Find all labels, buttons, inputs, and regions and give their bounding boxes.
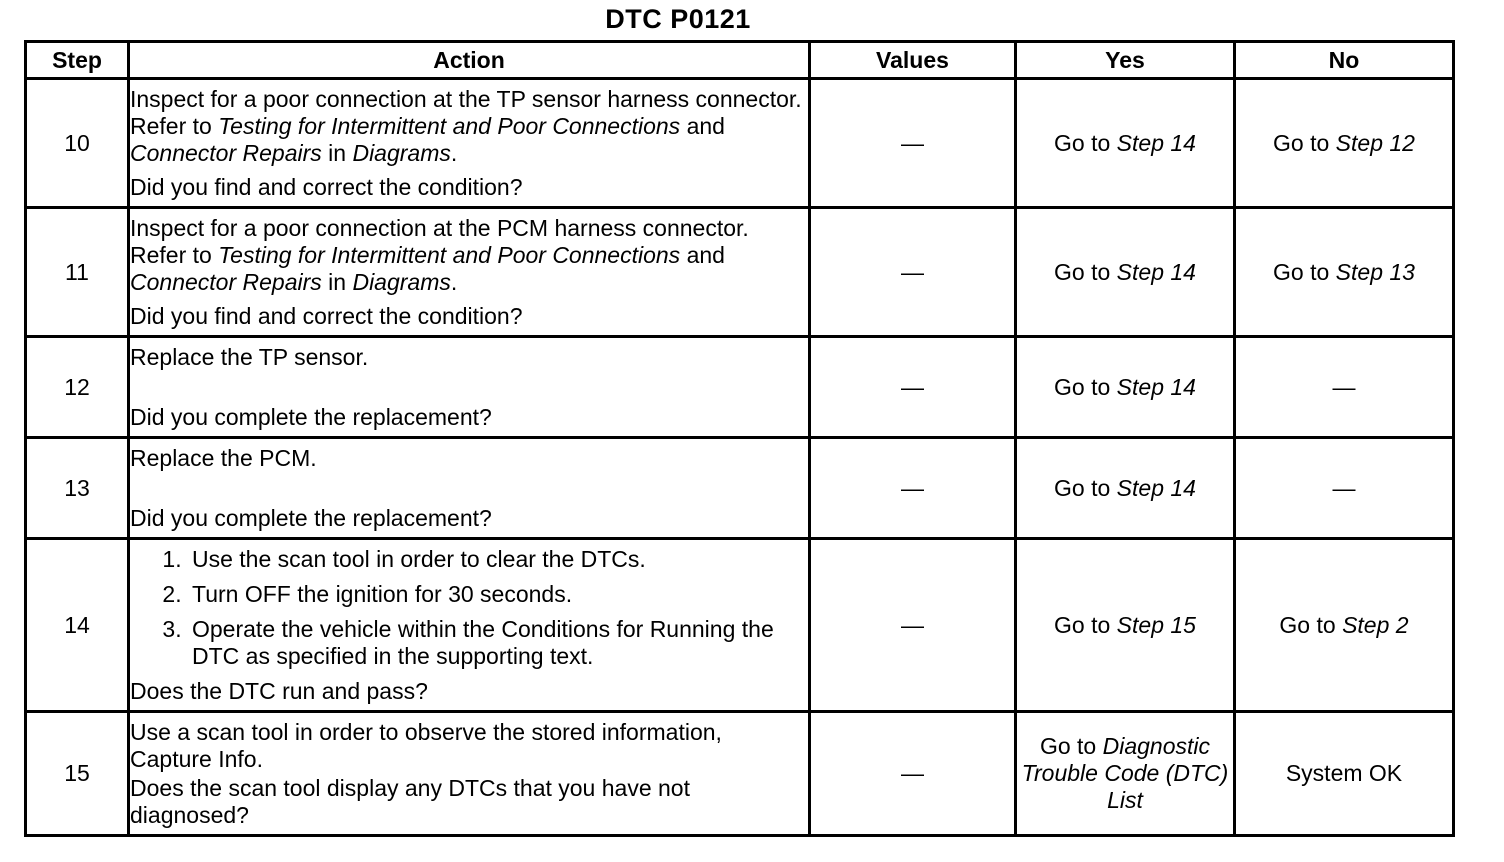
diagnostic-table	[24, 40, 1455, 837]
procedure-list	[130, 546, 808, 676]
header-no: No	[1235, 42, 1454, 79]
yes-cell: Go to Step 14	[1016, 208, 1235, 337]
yes-cell: Go to Step 14	[1016, 79, 1235, 208]
no-cell: —	[1235, 337, 1454, 438]
action-question: Did you find and correct the condition?	[130, 302, 523, 329]
step-number: 14	[26, 539, 129, 712]
header-row	[26, 42, 1454, 79]
no-cell: —	[1235, 438, 1454, 539]
action-text: Replace the PCM.	[130, 444, 317, 471]
action-question: Does the DTC run and pass?	[130, 677, 428, 704]
list-item: 3. Operate the vehicle within the Conditions for Running the DTC as specified in the supporting text.	[188, 616, 808, 670]
yes-step-link[interactable]: Step 14	[1116, 373, 1196, 400]
table-row	[26, 208, 1454, 337]
values-cell: —	[810, 712, 1016, 836]
table-row	[26, 79, 1454, 208]
values-cell: —	[810, 79, 1016, 208]
header-action: Action	[129, 42, 810, 79]
no-cell: Go to Step 12	[1235, 79, 1454, 208]
step-number: 15	[26, 712, 129, 836]
yes-cell: Go to Diagnostic Trouble Code (DTC) List	[1016, 712, 1235, 836]
yes-cell: Go to Step 14	[1016, 438, 1235, 539]
list-item: 1. Use the scan tool in order to clear the DTCs.	[188, 546, 808, 573]
step-number: 12	[26, 337, 129, 438]
values-cell: —	[810, 337, 1016, 438]
action-cell	[129, 539, 810, 712]
action-cell	[129, 79, 810, 208]
action-question: Does the scan tool display any DTCs that you have not diagnosed?	[130, 774, 690, 828]
no-cell: System OK	[1235, 712, 1454, 836]
action-text: Inspect for a poor connection at the TP sensor harness connector. Refer to Testing for Intermittent and Poor Connections and Connector Repairs in Diagrams.	[130, 85, 802, 166]
header-values: Values	[810, 42, 1016, 79]
values-cell: —	[810, 539, 1016, 712]
no-cell: Go to Step 13	[1235, 208, 1454, 337]
action-question: Did you find and correct the condition?	[130, 173, 523, 200]
action-question: Did you complete the replacement?	[130, 504, 492, 531]
values-cell: —	[810, 438, 1016, 539]
action-cell	[129, 337, 810, 438]
header-step: Step	[26, 42, 129, 79]
action-cell	[129, 712, 810, 836]
table-row	[26, 539, 1454, 712]
table-row	[26, 337, 1454, 438]
step-number: 13	[26, 438, 129, 539]
action-text: Replace the TP sensor.	[130, 343, 369, 370]
table-row	[26, 712, 1454, 836]
yes-cell: Go to Step 15	[1016, 539, 1235, 712]
list-item: 2. Turn OFF the ignition for 30 seconds.	[188, 581, 808, 608]
no-cell: Go to Step 2	[1235, 539, 1454, 712]
action-text: Inspect for a poor connection at the PCM harness connector. Refer to Testing for Intermittent and Poor Connections and Connector Repairs in Diagrams.	[130, 214, 749, 295]
step-number: 11	[26, 208, 129, 337]
action-cell	[129, 438, 810, 539]
values-cell: —	[810, 208, 1016, 337]
yes-step-link[interactable]: Step 14	[1116, 129, 1196, 156]
action-cell	[129, 208, 810, 337]
action-text: Use a scan tool in order to observe the stored information, Capture Info.	[130, 718, 722, 772]
header-yes: Yes	[1016, 42, 1235, 79]
no-step-link[interactable]: Step 13	[1335, 258, 1415, 285]
yes-step-link[interactable]: Step 14	[1116, 474, 1196, 501]
yes-dtc-list-link[interactable]: Diagnostic Trouble Code (DTC) List	[1021, 733, 1229, 813]
step-number: 10	[26, 79, 129, 208]
yes-cell: Go to Step 14	[1016, 337, 1235, 438]
page-title: DTC P0121	[605, 4, 751, 34]
yes-step-link[interactable]: Step 14	[1116, 258, 1196, 285]
action-question: Did you complete the replacement?	[130, 403, 492, 430]
no-step-link[interactable]: Step 2	[1342, 611, 1409, 638]
yes-step-link[interactable]: Step 15	[1116, 611, 1196, 638]
table-row	[26, 438, 1454, 539]
no-step-link[interactable]: Step 12	[1335, 129, 1415, 156]
